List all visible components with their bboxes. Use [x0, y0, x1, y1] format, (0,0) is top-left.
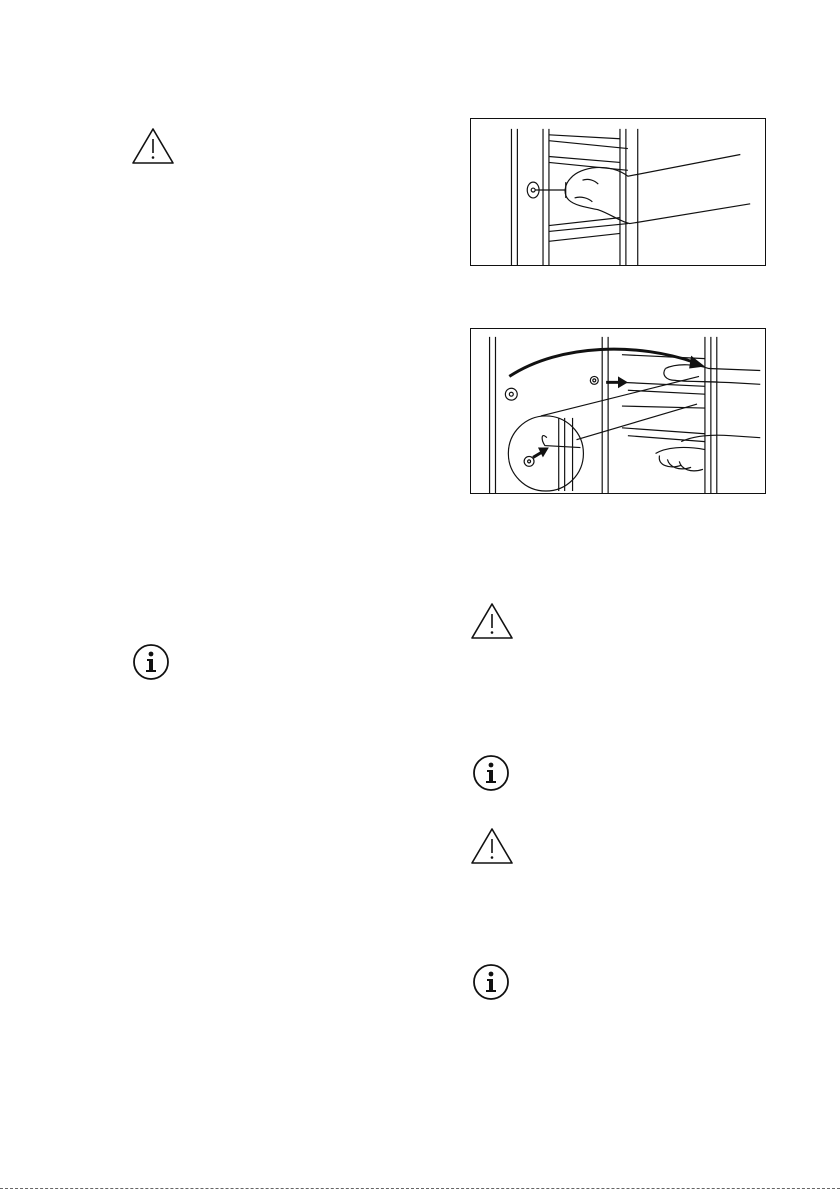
warning-triangle-icon	[470, 827, 514, 865]
info-circle-icon	[472, 963, 510, 1001]
figure-remove-shelf-support	[470, 118, 766, 266]
warning-triangle-icon	[470, 602, 514, 640]
figure-install-shelf-support	[470, 328, 766, 494]
info-circle-icon	[132, 643, 170, 681]
warning-triangle-icon	[131, 127, 175, 165]
info-circle-icon	[472, 754, 510, 792]
shelf-support-illustration-2	[471, 329, 765, 493]
shelf-support-illustration-1	[471, 119, 765, 265]
page-cut-line	[0, 1188, 840, 1189]
